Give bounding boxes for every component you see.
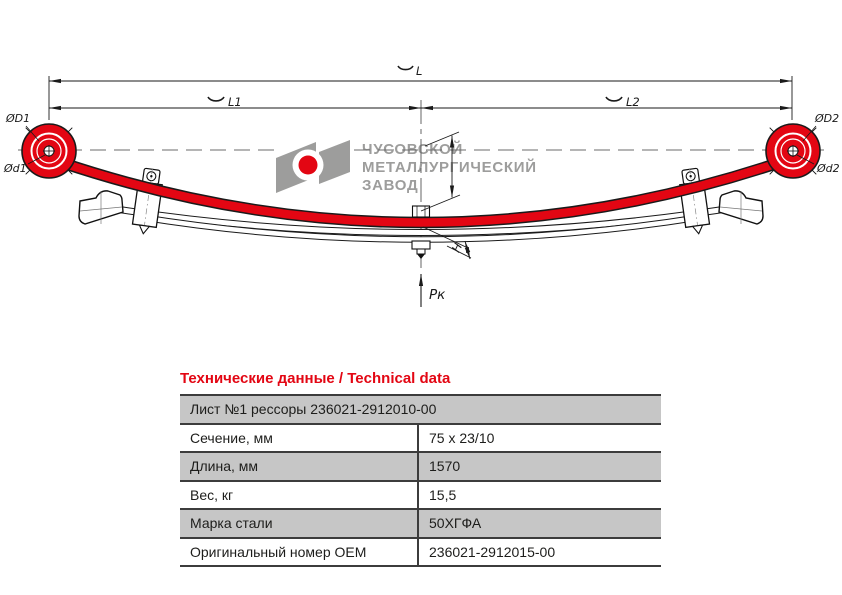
label-d2-inner: Ød2 bbox=[817, 162, 840, 175]
row-label: Марка стали bbox=[190, 515, 273, 532]
dimension-l2 bbox=[421, 95, 792, 109]
row-value: 75 x 23/10 bbox=[417, 425, 661, 452]
table-row bbox=[180, 451, 661, 480]
table-row bbox=[180, 423, 661, 452]
logo-line1: ЧУСОВСКОЙ bbox=[362, 141, 463, 158]
cmz-logo-icon bbox=[276, 140, 350, 193]
spring-eye bbox=[22, 124, 76, 178]
technical-data-section bbox=[180, 370, 661, 567]
load-label: Pк bbox=[429, 287, 446, 303]
row-label: Длина, мм bbox=[190, 458, 259, 475]
technical-data-table bbox=[180, 394, 661, 567]
label-d2-outer: ØD2 bbox=[815, 112, 840, 125]
row-value: 50ХГФА bbox=[417, 510, 661, 537]
row-value: 15,5 bbox=[417, 482, 661, 509]
dim-l-label: L bbox=[416, 64, 423, 78]
dimension-l1 bbox=[49, 95, 421, 109]
logo-line3: ЗАВОД bbox=[362, 177, 419, 194]
dim-l1-label: L1 bbox=[228, 95, 242, 109]
dim-l2-label: L2 bbox=[626, 95, 640, 109]
label-d1-inner: Ød1 bbox=[4, 162, 27, 175]
label-d1-outer: ØD1 bbox=[6, 112, 31, 125]
spring-clamp bbox=[131, 167, 164, 236]
table-row bbox=[180, 508, 661, 537]
row-label: Вес, кг bbox=[190, 486, 234, 503]
row-value: 1570 bbox=[417, 453, 661, 480]
logo-line2: МЕТАЛЛУРГИЧЕСКИЙ bbox=[362, 159, 537, 176]
load-arrow-pk bbox=[421, 274, 446, 307]
table-header-cell: Лист №1 рессоры 236021-2912010-00 bbox=[190, 401, 437, 418]
table-row bbox=[180, 480, 661, 509]
row-value: 236021-2912015-00 bbox=[417, 539, 661, 566]
rubber-bumper bbox=[79, 191, 123, 224]
row-label: Сечение, мм bbox=[190, 429, 273, 446]
table-row bbox=[180, 537, 661, 566]
dimension-l bbox=[49, 64, 792, 81]
row-label: Оригинальный номер OEM bbox=[190, 543, 367, 560]
technical-data-title: Технические данные / Technical data bbox=[180, 370, 451, 387]
table-row-header bbox=[180, 396, 661, 423]
cmz-logo-wordmark bbox=[362, 140, 537, 194]
spring-eye-right bbox=[766, 124, 820, 178]
dim-h-label: H bbox=[448, 240, 466, 255]
